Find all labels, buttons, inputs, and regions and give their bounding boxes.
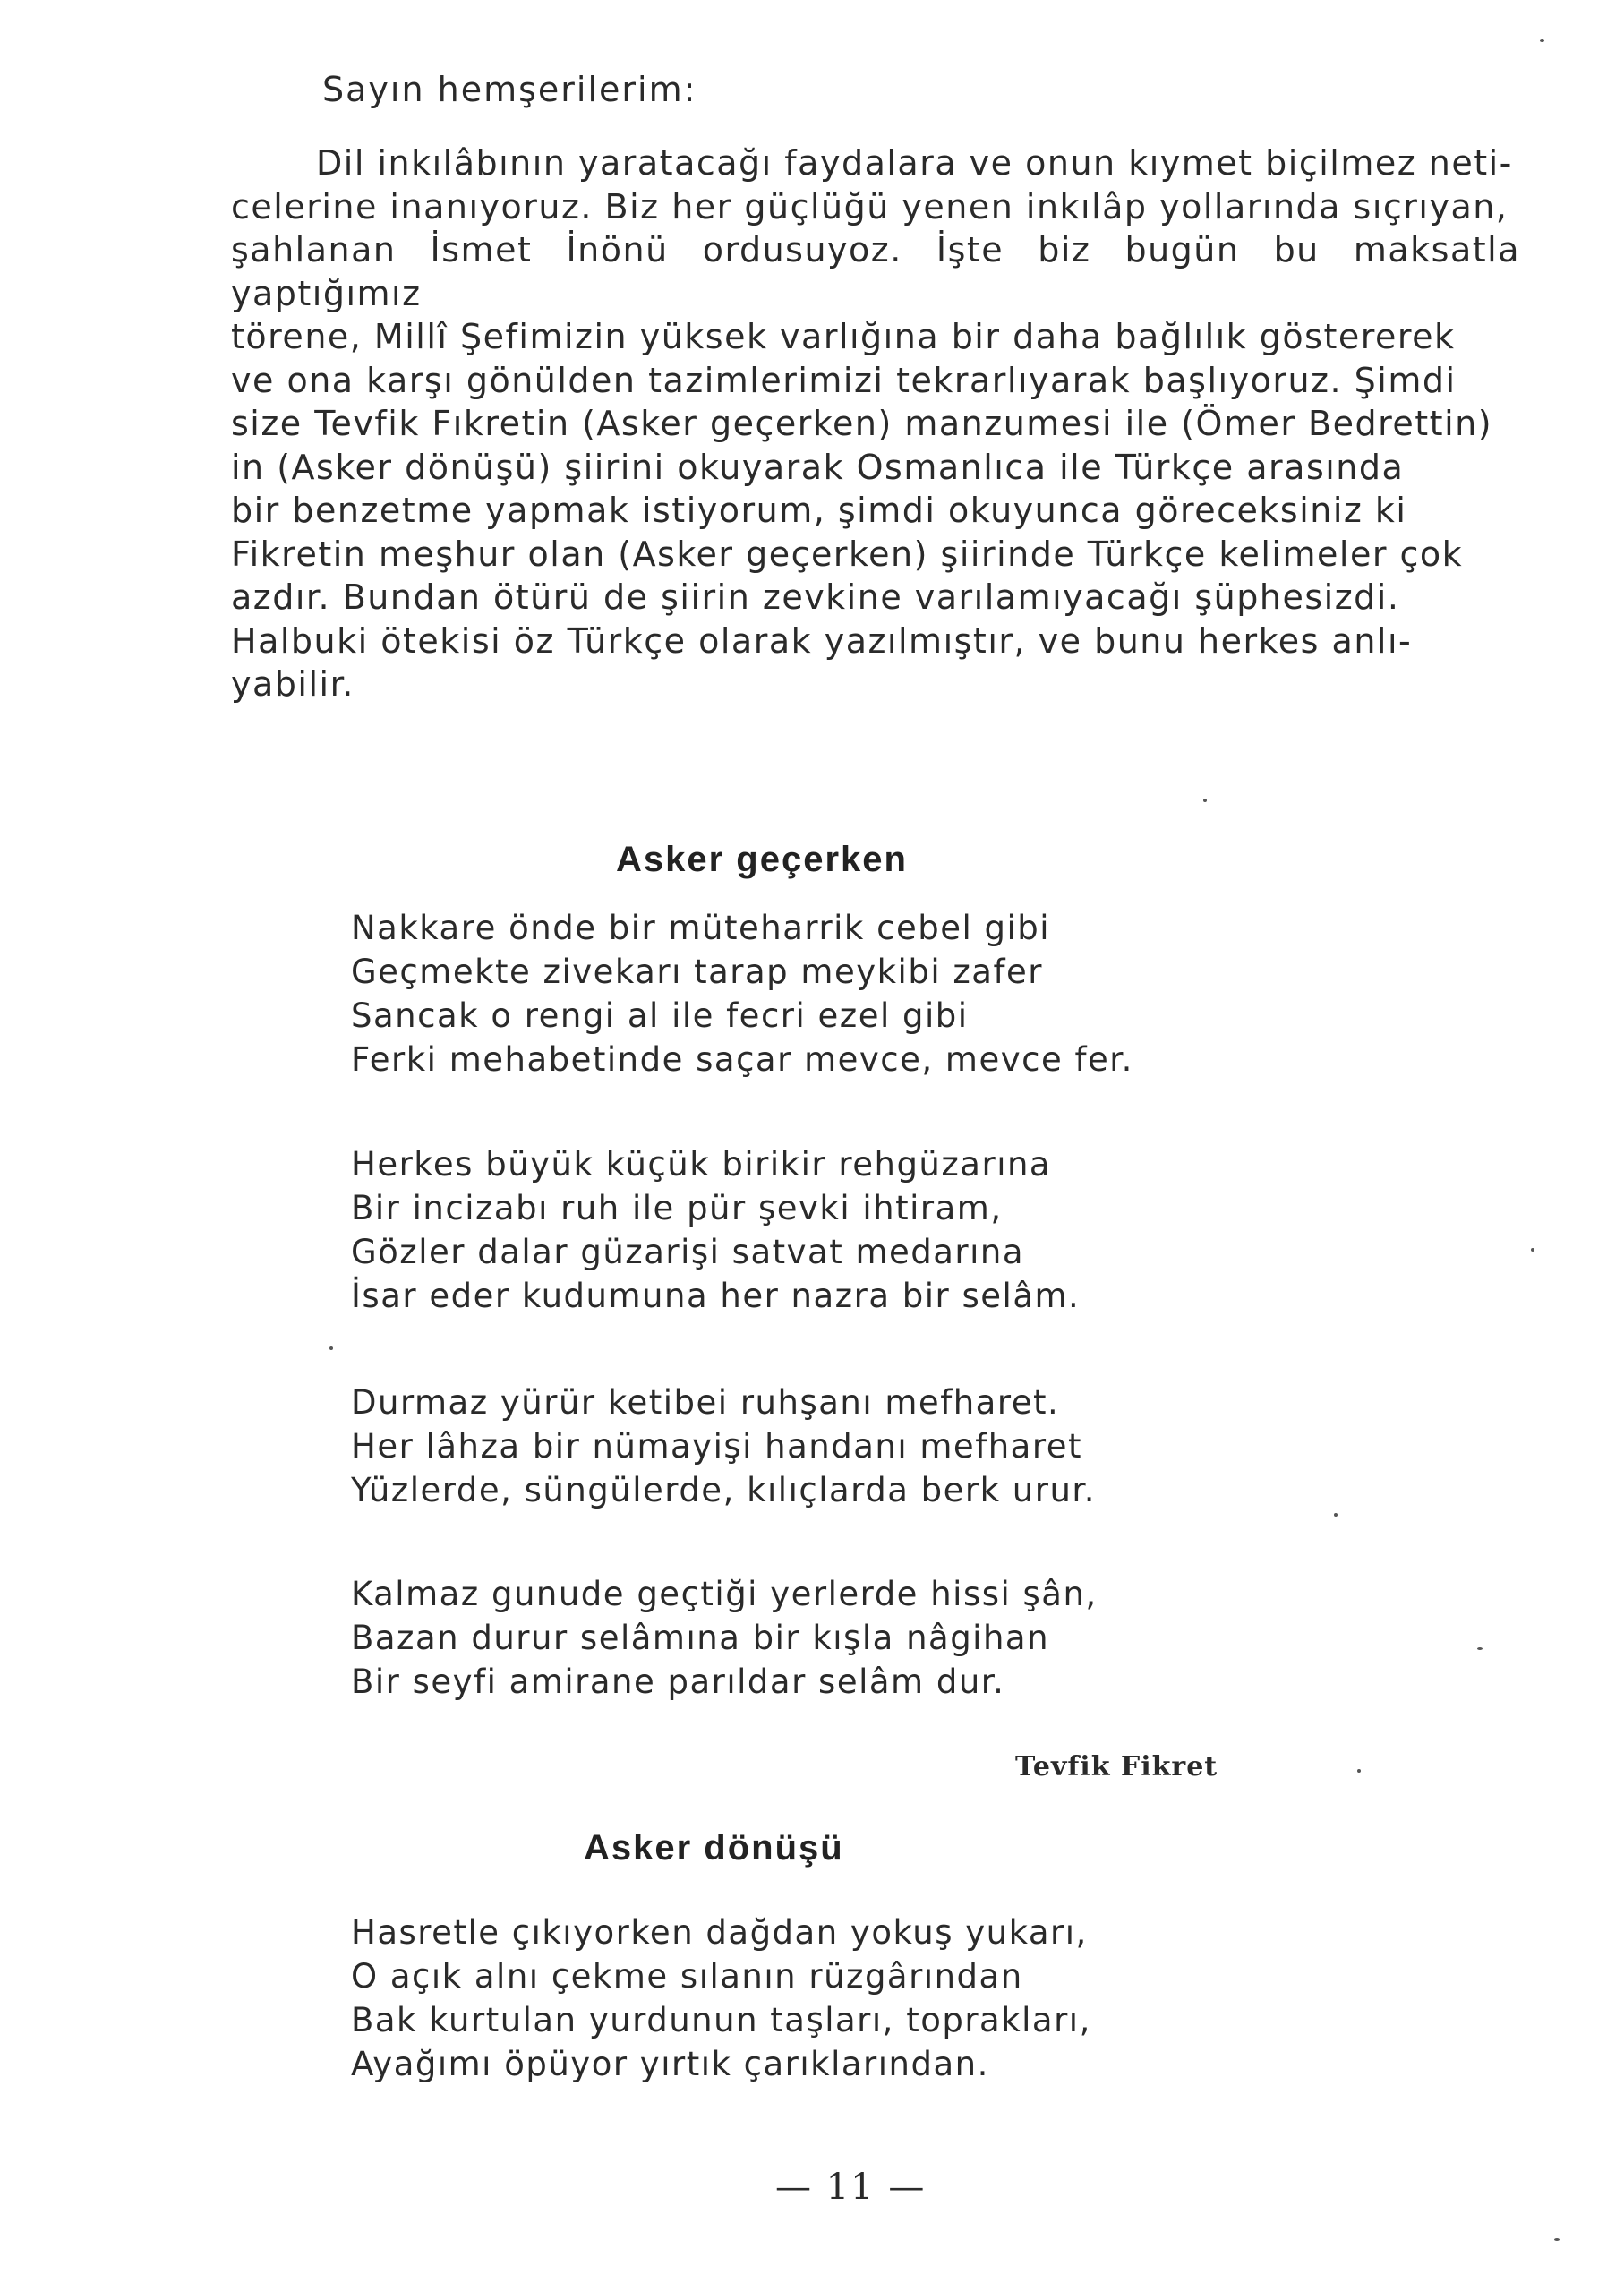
salutation: Sayın hemşerilerim: (322, 70, 697, 109)
poem-line: Her lâhza bir nümayişi handanı mefharet (351, 1427, 1083, 1466)
poem2-stanza-1 (351, 1911, 1091, 2086)
scan-speck (1531, 1248, 1534, 1252)
poem-line: Herkes büyük küçük birikir rehgüzarına (351, 1145, 1052, 1184)
intro-line: Dil inkılâbının yaratacağı faydalara ve onun kıymet biçilmez neti- (316, 143, 1513, 183)
scan-speck (1203, 799, 1207, 802)
poem-line: Ferki mehabetinde saçar mevce, mevce fer. (351, 1040, 1133, 1079)
poem-line: Gözler dalar güzarişi satvat medarına (351, 1233, 1025, 1271)
intro-line: size Tevfik Fıkretin (Asker geçerken) manzumesi ile (Ömer Bedrettin) (231, 404, 1493, 443)
poem-line: Durmaz yürür ketibei ruhşanı mefharet. (351, 1383, 1060, 1422)
poem-line: Hasretle çıkıyorken dağdan yokuş yukarı, (351, 1913, 1088, 1952)
poem1-stanza-2 (351, 1142, 1080, 1318)
poem-title-asker-donusu: Asker dönüşü (584, 1828, 844, 1868)
poem-line: Bir seyfi amirane parıldar selâm dur. (351, 1663, 1005, 1701)
poem-author: Tevfik Fikret (1015, 1751, 1218, 1782)
intro-line: yabilir. (231, 664, 355, 704)
poem-line: İsar eder kudumuna her nazra bir selâm. (351, 1277, 1081, 1315)
poem-line: O açık alnı çekme sılanın rüzgârından (351, 1957, 1023, 1996)
scan-speck (1554, 2238, 1560, 2241)
intro-line: törene, Millî Şefimizin yüksek varlığına bir daha bağlılık göstererek (231, 317, 1456, 356)
intro-line: azdır. Bundan ötürü de şiirin zevkine varılamıyacağı şüphesizdi. (231, 577, 1400, 617)
poem-line: Kalmaz gunude geçtiği yerlerde hissi şân, (351, 1575, 1098, 1613)
intro-line: Fikretin meşhur olan (Asker geçerken) şiirinde Türkçe kelimeler çok (231, 534, 1464, 574)
scan-speck (1357, 1769, 1361, 1773)
poem-line: Geçmekte zivekarı tarap meykibi zafer (351, 953, 1043, 991)
poem-line: Nakkare önde bir müteharrik cebel gibi (351, 909, 1051, 947)
poem1-stanza-1 (351, 906, 1133, 1081)
poem-line: Bazan durur selâmına bir kışla nâgihan (351, 1619, 1050, 1657)
intro-line: bir benzetme yapmak istiyorum, şimdi okuyunca göreceksiniz ki (231, 491, 1407, 530)
poem1-stanza-4 (351, 1572, 1098, 1704)
poem-title-asker-gecerken: Asker geçerken (616, 840, 908, 879)
poem-line: Bir incizabı ruh ile pür şevki ihtiram, (351, 1189, 1003, 1227)
scan-speck (329, 1346, 333, 1350)
intro-paragraph (231, 141, 1520, 706)
intro-line: in (Asker dönüşü) şiirini okuyarak Osmanlıca ile Türkçe arasında (231, 447, 1405, 487)
intro-line: celerine inanıyoruz. Biz her güçlüğü yenen inkılâp yollarında sıçrıyan, (231, 186, 1509, 227)
scan-speck (1540, 39, 1544, 42)
scan-speck (1477, 1647, 1483, 1650)
poem-line: Ayağımı öpüyor yırtık çarıklarından. (351, 2045, 989, 2083)
intro-line: şahlanan İsmet İnönü ordusuyoz. İşte biz bugün bu maksatla yaptığımız (231, 230, 1520, 313)
page-number: — 11 — (775, 2167, 927, 2208)
intro-line: ve ona karşı gönülden tazimlerimizi tekrarlıyarak başlıyoruz. Şimdi (231, 360, 1457, 400)
poem-line: Bak kurtulan yurdunun taşları, toprakları, (351, 2001, 1091, 2039)
intro-line: Halbuki ötekisi öz Türkçe olarak yazılmıştır, ve bunu herkes anlı- (231, 620, 1413, 661)
poem-line: Sancak o rengi al ile fecri ezel gibi (351, 996, 969, 1035)
poem1-stanza-3 (351, 1381, 1096, 1512)
poem-line: Yüzlerde, süngülerde, kılıçlarda berk urur. (351, 1471, 1096, 1509)
scan-speck (1334, 1513, 1338, 1517)
